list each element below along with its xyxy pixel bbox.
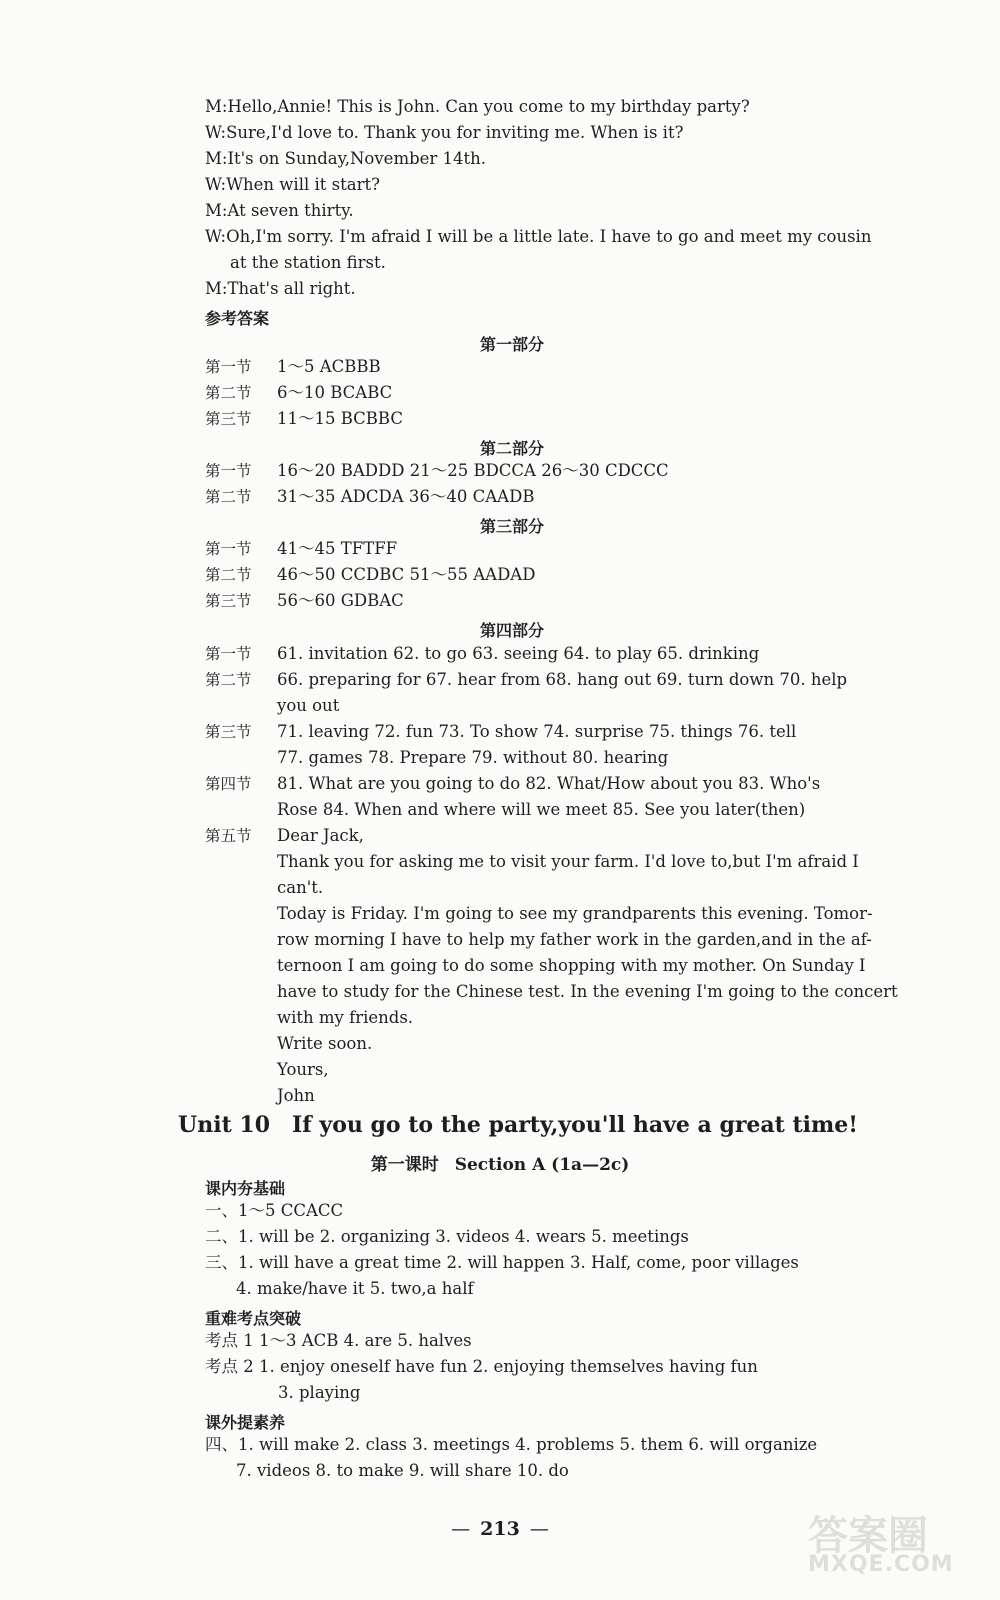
subsection-heading: 课内夯基础 (205, 1179, 286, 1198)
dialogue-line: W:Oh,I'm sorry. I'm afraid I will be a little late. I have to go and meet my cousin (205, 227, 872, 246)
section-range: Section A (1a—2c) (454, 1155, 630, 1175)
answer-row (205, 382, 392, 404)
answer-row (205, 356, 381, 378)
answer-text: Write soon. (277, 1034, 373, 1053)
dialogue-line: W:When will it start? (205, 175, 380, 194)
answer-row (205, 460, 669, 482)
dialogue-line: M:At seven thirty. (205, 201, 354, 220)
answer-text: Today is Friday. I'm going to see my grandparents this evening. Tomor- (277, 904, 873, 923)
dialogue-line: M:Hello,Annie! This is John. Can you come to my birthday party? (205, 97, 750, 116)
answer-row (205, 669, 847, 691)
answer-line: 一、1～5 CCACC (205, 1201, 344, 1220)
answer-text: ternoon I am going to do some shopping with my mother. On Sunday I (277, 956, 866, 975)
answer-row (205, 825, 364, 847)
section-label: 第二节 (205, 671, 252, 689)
answer-row (205, 1033, 372, 1055)
answer-row (205, 564, 535, 586)
section-label: 第二节 (205, 566, 252, 584)
section-label: 第三节 (205, 592, 252, 610)
answer-text: John (277, 1086, 315, 1105)
answer-text: 71. leaving 72. fun 73. To show 74. surprise 75. things 76. tell (277, 722, 797, 741)
answer-row (205, 721, 796, 743)
answer-row (205, 695, 339, 717)
page-dash: — (529, 1518, 549, 1540)
answer-text: 41～45 TFTFF (277, 539, 398, 558)
dialogue-line: at the station first. (230, 253, 386, 272)
answer-text: 81. What are you going to do 82. What/How about you 83. Who's (277, 774, 821, 793)
answer-row (205, 486, 534, 508)
answer-text: 11～15 BCBBC (277, 409, 403, 428)
dialogue-line: M:That's all right. (205, 279, 356, 298)
answer-row (205, 929, 872, 951)
answer-text: Dear Jack, (277, 826, 364, 845)
part-heading: 第二部分 (479, 439, 544, 458)
answer-row (205, 643, 759, 665)
section-label: 第三节 (205, 410, 252, 428)
answer-line: 三、1. will have a great time 2. will happen 3. Half, come, poor villages (205, 1253, 799, 1272)
part-heading: 第三部分 (479, 517, 544, 536)
section-label: 第二节 (205, 384, 252, 402)
lesson-title (0, 1150, 1000, 1175)
watermark-brand: 答案圈 (808, 1513, 928, 1559)
unit-number: Unit 10 (178, 1112, 271, 1138)
unit-name: If you go to the party,you'll have a great time! (292, 1112, 858, 1138)
answer-text: 16～20 BADDD 21～25 BDCCA 26～30 CDCCC (277, 461, 669, 480)
answer-line: 考点 2 1. enjoy oneself have fun 2. enjoying themselves having fun (205, 1357, 758, 1376)
section-label: 第二节 (205, 488, 252, 506)
answer-row (205, 1059, 329, 1081)
answer-text: 46～50 CCDBC 51～55 AADAD (277, 565, 536, 584)
section-label: 第一节 (205, 540, 252, 558)
unit-title (0, 1112, 1000, 1138)
answer-text: have to study for the Chinese test. In the evening I'm going to the concert (277, 982, 898, 1001)
answer-line: 3. playing (278, 1383, 361, 1402)
answer-row (205, 408, 403, 430)
answer-text: Thank you for asking me to visit your farm. I'd love to,but I'm afraid I (277, 852, 859, 871)
section-label: 第一节 (205, 645, 252, 663)
answer-text: can't. (277, 878, 324, 897)
answer-row (205, 747, 668, 769)
answer-text: with my friends. (277, 1008, 414, 1027)
section-label: 第三节 (205, 723, 252, 741)
watermark-site: MXQE.COM (808, 1552, 954, 1577)
answer-text: 61. invitation 62. to go 63. seeing 64. to play 65. drinking (277, 644, 760, 663)
part-heading: 第一部分 (479, 335, 544, 354)
answer-text: 66. preparing for 67. hear from 68. hang out 69. turn down 70. help (277, 670, 848, 689)
subsection-heading: 课外提素养 (205, 1413, 286, 1432)
answer-text: 6～10 BCABC (277, 383, 393, 402)
answer-text: 77. games 78. Prepare 79. without 80. hearing (277, 748, 669, 767)
section-label: 第四节 (205, 775, 252, 793)
answer-line: 四、1. will make 2. class 3. meetings 4. problems 5. them 6. will organize (205, 1435, 818, 1454)
answer-row (205, 903, 873, 925)
answer-text: Rose 84. When and where will we meet 85. See you later(then) (277, 800, 806, 819)
answer-row (205, 799, 805, 821)
dialogue-line: W:Sure,I'd love to. Thank you for inviting me. When is it? (205, 123, 684, 142)
answers-heading: 参考答案 (205, 309, 270, 328)
answer-line: 4. make/have it 5. two,a half (236, 1279, 474, 1298)
answer-line: 考点 1 1～3 ACB 4. are 5. halves (205, 1331, 472, 1350)
answer-row (205, 851, 859, 873)
answer-row (205, 773, 820, 795)
page-dash: — (451, 1518, 471, 1540)
answer-text: 1～5 ACBBB (277, 357, 381, 376)
answer-row (205, 590, 404, 612)
dialogue-line: M:It's on Sunday,November 14th. (205, 149, 487, 168)
answer-text: Yours, (277, 1060, 329, 1079)
page-number-value: 213 (480, 1518, 520, 1540)
answer-row (205, 955, 866, 977)
section-label: 第一节 (205, 358, 252, 376)
answer-text: 31～35 ADCDA 36～40 CAADB (277, 487, 535, 506)
subsection-heading: 重难考点突破 (205, 1309, 302, 1328)
answer-text: 56～60 GDBAC (277, 591, 404, 610)
part-heading: 第四部分 (479, 621, 544, 640)
answer-line: 7. videos 8. to make 9. will share 10. do (236, 1461, 569, 1480)
answer-text: you out (277, 696, 340, 715)
lesson-label: 第一课时 (370, 1155, 439, 1175)
section-label: 第五节 (205, 827, 252, 845)
answer-row (205, 538, 397, 560)
answer-row (205, 1007, 413, 1029)
section-label: 第一节 (205, 462, 252, 480)
answer-row (205, 1085, 315, 1107)
answer-row (205, 981, 898, 1003)
answer-row (205, 877, 323, 899)
answer-text: row morning I have to help my father work in the garden,and in the af- (277, 930, 872, 949)
answer-line: 二、1. will be 2. organizing 3. videos 4. wears 5. meetings (205, 1227, 689, 1246)
